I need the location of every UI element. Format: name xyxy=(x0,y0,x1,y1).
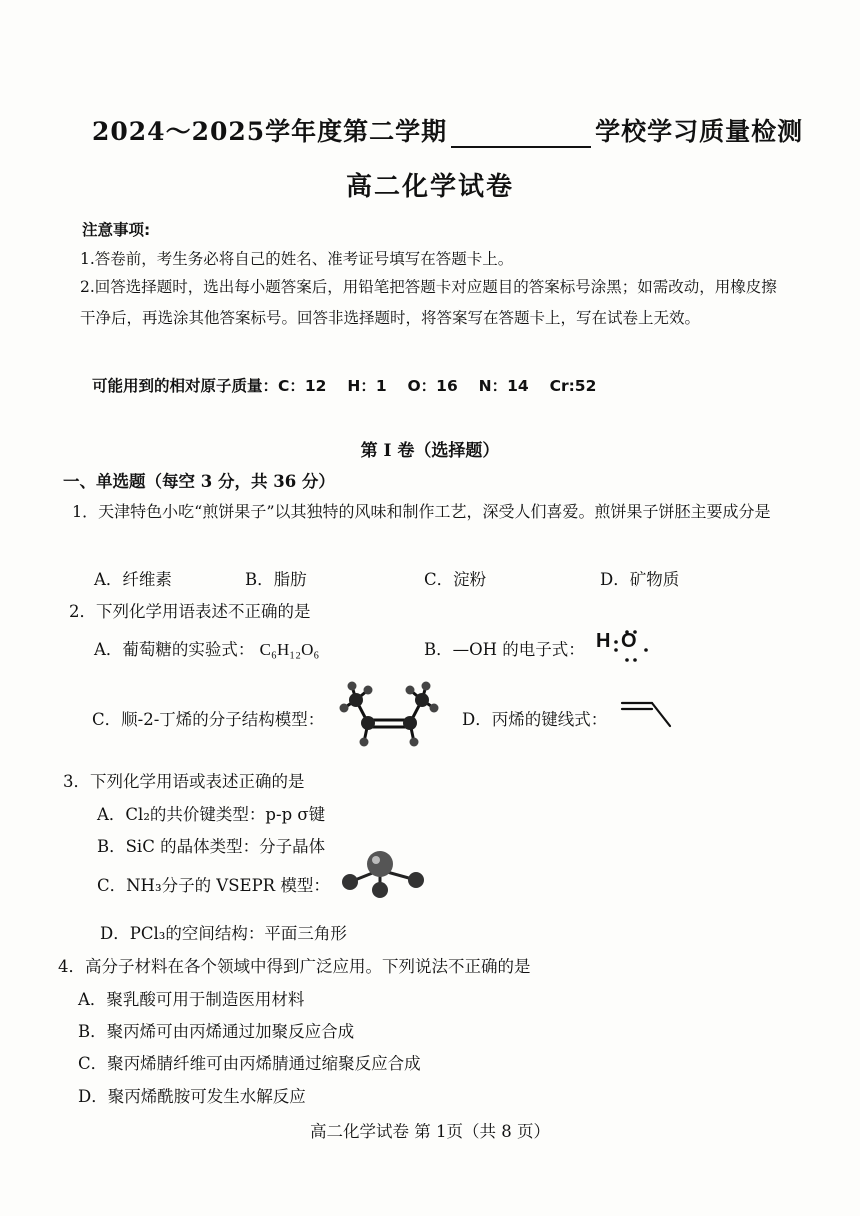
question-1-option-d: D．矿物质 xyxy=(600,570,680,589)
hydroxyl-electron-formula xyxy=(596,630,637,662)
propene-skeletal-formula xyxy=(618,694,674,730)
notes-item-2: 2.回答选择题时，选出每小题答案后，用铅笔把答题卡对应题目的答案标号涂黑；如需改动，用橡皮擦干净后，再选涂其他答案标号。回答非选择题时，将答案写在答题卡上，写在试卷上无效。 xyxy=(80,278,777,327)
question-3-option-b: B．SiC 的晶体类型：分子晶体 xyxy=(97,837,326,856)
question-4-option-a: A．聚乳酸可用于制造医用材料 xyxy=(78,990,305,1009)
option-b-label: B．—OH 的电子式： xyxy=(424,640,585,659)
hydrogen-symbol: H xyxy=(596,630,611,652)
glucose-empirical-formula: C₆H₁₂O₆ xyxy=(259,640,320,659)
atomic-masses: 可能用到的相对原子质量：C：12 H：1 O：16 N：14 Cr:52 xyxy=(92,377,597,395)
school-name-blank xyxy=(451,120,591,148)
question-1-option-b: B．脂肪 xyxy=(245,570,307,589)
exam-subtitle: 高二化学试卷 xyxy=(345,172,514,202)
question-4-option-d: D．聚丙烯酰胺可发生水解反应 xyxy=(78,1087,306,1106)
ammonia-vsepr-model xyxy=(338,848,430,898)
question-2-stem: 2．下列化学用语表述不正确的是 xyxy=(69,602,311,621)
question-1-stem: 1．天津特色小吃“煎饼果子”以其独特的风味和制作工艺，深受人们喜爱。煎饼果子饼胚主要成分是 xyxy=(72,502,771,521)
question-2-option-b xyxy=(424,636,585,660)
question-1-option-c: C．淀粉 xyxy=(424,570,487,589)
part-heading: 一、单选题（每空 3 分，共 36 分） xyxy=(63,472,335,491)
question-2-option-d: D．丙烯的键线式： xyxy=(462,710,608,729)
question-4-stem: 4．高分子材料在各个领域中得到广泛应用。下列说法不正确的是 xyxy=(58,957,531,976)
option-a-label: A．葡萄糖的实验式： xyxy=(94,640,255,659)
question-2-option-a xyxy=(94,636,319,660)
question-4-option-c: C．聚丙烯腈纤维可由丙烯腈通过缩聚反应合成 xyxy=(78,1054,421,1073)
page-footer: 高二化学试卷 第 1页（共 8 页） xyxy=(310,1122,550,1141)
question-3-option-a: A．Cl₂的共价键类型：p-p σ键 xyxy=(97,805,326,824)
exam-title xyxy=(92,112,803,148)
notes-heading: 注意事项: xyxy=(82,221,151,239)
cis-2-butene-ball-stick-model xyxy=(336,680,440,748)
notes-item-1: 1.答卷前，考生务必将自己的姓名、准考证号填写在答题卡上。 xyxy=(80,250,514,268)
question-3-option-c: C．NH₃分子的 VSEPR 模型： xyxy=(97,876,330,895)
question-4-option-b: B．聚丙烯可由丙烯通过加聚反应合成 xyxy=(78,1022,355,1041)
section-title: 第 I 卷（选择题） xyxy=(360,441,500,461)
question-1-option-a: A．纤维素 xyxy=(94,570,172,589)
exam-title-left: 2024～2025学年度第二学期 xyxy=(92,117,448,146)
oxygen-symbol: O xyxy=(621,630,637,652)
exam-title-right: 学校学习质量检测 xyxy=(595,117,804,146)
question-3-option-d: D．PCl₃的空间结构：平面三角形 xyxy=(100,924,347,943)
question-3-stem: 3．下列化学用语或表述正确的是 xyxy=(63,772,305,791)
question-2-option-c: C．顺-2-丁烯的分子结构模型： xyxy=(92,710,325,729)
